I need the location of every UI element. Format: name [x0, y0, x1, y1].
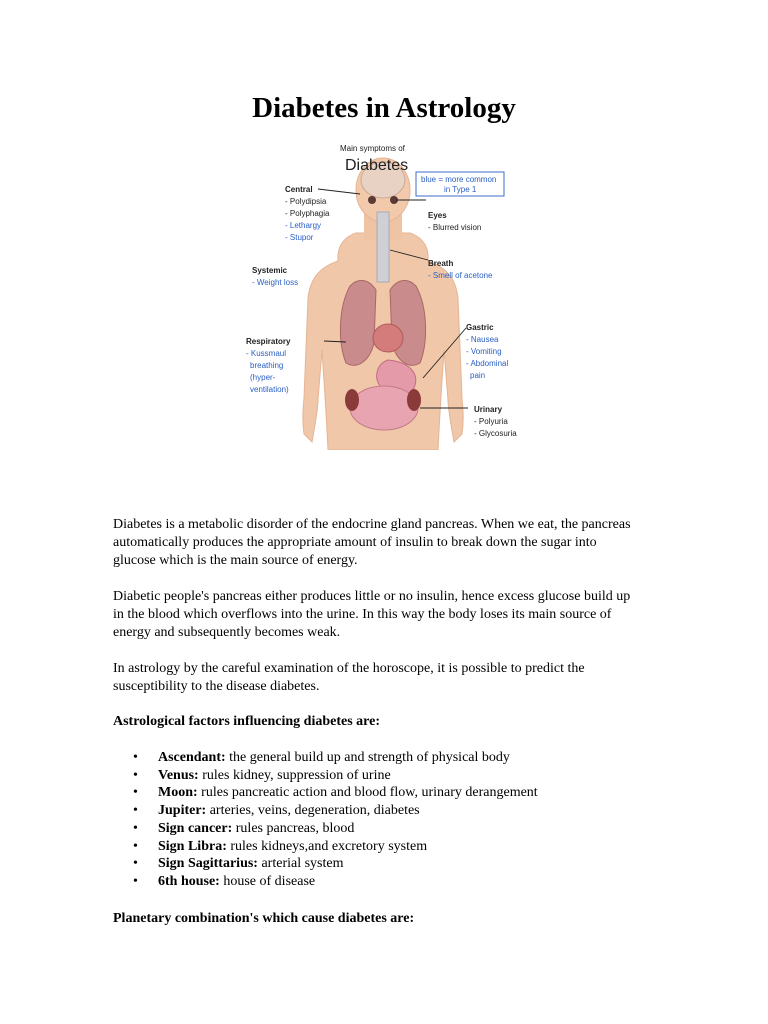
list-item	[113, 838, 673, 856]
gastric-item: pain	[470, 371, 486, 380]
factor-description: rules kidney, suppression of urine	[198, 767, 391, 783]
respiratory-item: breathing	[250, 361, 284, 370]
gastric-item: - Vomiting	[466, 347, 502, 356]
gastric-item: - Nausea	[466, 335, 499, 344]
eyes-item: - Blurred vision	[428, 223, 482, 232]
factor-description: house of disease	[219, 873, 316, 889]
eyes-label: Eyes	[428, 211, 447, 220]
central-item: - Polyphagia	[285, 209, 330, 218]
trachea	[377, 212, 389, 282]
factor-term: Jupiter:	[158, 803, 207, 819]
urinary-label: Urinary	[474, 405, 503, 414]
respiratory-item: (hyper-	[250, 373, 276, 382]
factor-term: Sign Libra:	[158, 838, 227, 854]
factor-description: the general build up and strength of physical body	[225, 750, 510, 765]
urinary-item: - Polyuria	[474, 417, 508, 426]
list-item	[113, 749, 673, 767]
intro-paragraph: Diabetes is a metabolic disorder of the endocrine gland pancreas. When we eat, the pancreas automatically produces the appropriate amount of insulin to break down the sugar into glucose which is the main source of energy.	[113, 517, 631, 568]
factor-description: arteries, veins, degeneration, diabetes	[206, 803, 420, 819]
list-item	[113, 855, 673, 873]
respiratory-item: - Kussmaul	[246, 349, 287, 358]
list-item	[113, 767, 673, 785]
list-item	[113, 784, 673, 802]
legend-line-2: in Type 1	[444, 185, 477, 194]
gastric-label: Gastric	[466, 323, 494, 332]
breath-item: - Smell of acetone	[428, 271, 493, 280]
systemic-label: Systemic	[252, 266, 288, 275]
urinary-item: - Glycosuria	[474, 429, 517, 438]
central-label: Central	[285, 185, 313, 194]
respiratory-label: Respiratory	[246, 337, 291, 346]
factor-description: rules kidneys,and excretory system	[226, 838, 428, 854]
heart	[373, 324, 403, 352]
factor-term: Ascendant:	[158, 750, 226, 765]
factors-heading: Astrological factors influencing diabetes are:	[113, 714, 381, 729]
left-kidney	[345, 389, 359, 411]
factor-term: 6th house:	[158, 873, 220, 889]
list-item	[113, 802, 673, 820]
body-illustration	[238, 138, 530, 450]
central-item: - Stupor	[285, 233, 314, 242]
figure-header-large: Diabetes	[345, 157, 409, 174]
systemic-item: - Weight loss	[252, 278, 299, 287]
planetary-heading: Planetary combination's which cause diabetes are:	[113, 911, 415, 926]
factor-description: rules pancreatic action and blood flow, urinary derangement	[197, 785, 538, 801]
list-item	[113, 820, 673, 838]
astrology-paragraph: In astrology by the careful examination of the horoscope, it is possible to predict the susceptibility to the disease diabetes.	[113, 661, 585, 694]
central-item: - Polydipsia	[285, 197, 327, 206]
diabetes-symptoms-figure	[238, 138, 530, 450]
factors-list	[113, 749, 673, 891]
factor-term: Moon:	[158, 785, 198, 801]
list-item	[113, 873, 673, 891]
page-title: Diabetes in Astrology	[252, 92, 516, 124]
factor-description: arterial system	[257, 856, 344, 872]
respiratory-item: ventilation)	[250, 385, 289, 394]
gastric-item: - Abdominal	[466, 359, 509, 368]
intestines	[350, 386, 418, 430]
factor-term: Sign cancer:	[158, 820, 233, 836]
factor-description: rules pancreas, blood	[232, 820, 355, 836]
legend-line-1: blue = more common	[421, 175, 497, 184]
figure-header-small: Main symptoms of	[340, 144, 405, 153]
insulin-paragraph: Diabetic people's pancreas either produces little or no insulin, hence excess glucose build up in the blood which overflows into the urine. In this way the body loses its main source of energy and subsequently becomes weak.	[113, 589, 631, 640]
factor-term: Venus:	[158, 767, 199, 783]
factor-term: Sign Sagittarius:	[158, 856, 258, 872]
right-kidney	[407, 389, 421, 411]
central-item: - Lethargy	[285, 221, 322, 230]
breath-label: Breath	[428, 259, 454, 268]
